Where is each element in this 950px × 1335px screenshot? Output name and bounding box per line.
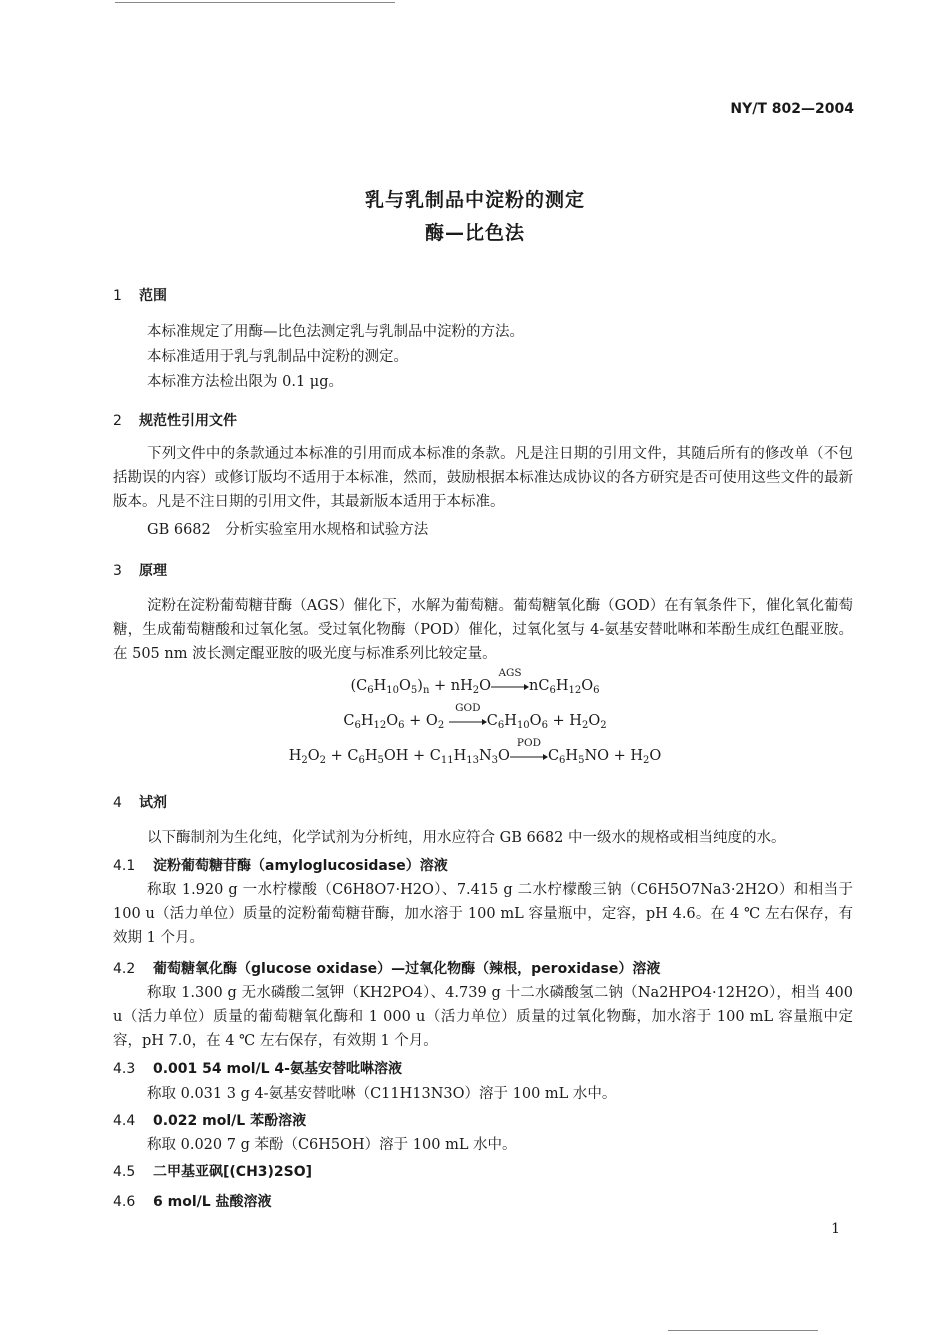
- document-title: 乳与乳制品中淀粉的测定: [364, 189, 585, 211]
- reference-entry: GB 6682 分析实验室用水规格和试验方法: [147, 522, 429, 538]
- paragraph: 下列文件中的条款通过本标准的引用而成本标准的条款。凡是注日期的引用文件，其随后所有的修改单（不包括勘误的内容）或修订版均不适用于本标准，然而，鼓励根据本标准达成协议的各方研究是否可使用这些文件的最新版本。凡是不注日期的引用文件，其最新版本适用于本标准。: [113, 446, 853, 510]
- page-number: 1: [831, 1221, 840, 1237]
- paragraph: 以下酶制剂为生化纯，化学试剂为分析纯，用水应符合 GB 6682 中一级水的规格或相当纯度的水。: [147, 830, 786, 846]
- scan-artifact: [115, 2, 395, 3]
- paragraph: 称取 1.300 g 无水磷酸二氢钾（KH2PO4）、4.739 g 十二水磷酸氢二钠（Na2HPO4·12H2O），相当 400 u（活力单位）质量的葡萄糖氧化酶和 1 000 u（活力单位）质量的过氧化物酶，加水溶于 100 mL 容量瓶中定容，pH 7.0，在 4 ℃ 左右保存，有效期 1 个月。: [113, 985, 853, 1049]
- paragraph: 称取 0.020 7 g 苯酚（C6H5OH）溶于 100 mL 水中。: [147, 1137, 517, 1153]
- equation-1: $(C_6H_{10}O_5)_n + nH_2O$ AGS $nC_6H_{12}O_6$: [350, 667, 600, 696]
- subsection-heading: 4.6 6 mol/L 盐酸溶液: [113, 1194, 272, 1210]
- paragraph: 淀粉在淀粉葡萄糖苷酶（AGS）催化下，水解为葡萄糖。葡萄糖氧化酶（GOD）在有氧条件下，催化氧化葡萄糖，生成葡萄糖酸和过氧化氢。受过氧化物酶（POD）催化，过氧化氢与 4-氨基安替吡啉和苯酚生成红色醌亚胺。在 505 nm 波长测定醌亚胺的吸光度与标准系列比较定量。: [113, 598, 853, 662]
- equation-3: $H_2O_2 + C_6H_5OH + C_{11}H_{13}N_3O$ POD $C_6H_5NO + H_2O$: [288, 737, 662, 766]
- scan-artifact: [668, 1330, 818, 1331]
- section-heading: 3 原理: [113, 563, 167, 579]
- subsection-heading: 4.4 0.022 mol/L 苯酚溶液: [113, 1113, 307, 1129]
- section-heading: 1 范围: [113, 288, 167, 304]
- section-heading: 2 规范性引用文件: [113, 413, 237, 429]
- paragraph: 本标准适用于乳与乳制品中淀粉的测定。: [147, 349, 408, 365]
- reaction-arrow: GOD: [449, 714, 487, 728]
- subsection-heading: 4.2 葡萄糖氧化酶（glucose oxidase）—过氧化物酶（辣根，peroxidase）溶液: [113, 961, 661, 977]
- reaction-arrow: POD: [510, 749, 548, 763]
- paragraph: 称取 0.031 3 g 4-氨基安替吡啉（C11H13N3O）溶于 100 mL 水中。: [147, 1086, 617, 1102]
- subsection-heading: 4.5 二甲基亚砜[(CH3)2SO]: [113, 1164, 313, 1180]
- standard-code: NY/T 802—2004: [730, 101, 854, 117]
- paragraph: 称取 1.920 g 一水柠檬酸（C6H8O7·H2O）、7.415 g 二水柠檬酸三钠（C6H5O7Na3·2H2O）和相当于 100 u（活力单位）质量的淀粉葡萄糖苷酶，加水溶于 100 mL 容量瓶中，定容，pH 4.6。在 4 ℃ 左右保存，有效期 1 个月。: [113, 882, 853, 946]
- equation-2: $C_6H_{12}O_6 + O_2$ GOD $C_6H_{10}O_6 + H_2O_2$: [343, 702, 607, 731]
- paragraph: 本标准方法检出限为 0.1 μg。: [147, 374, 343, 390]
- section-heading: 4 试剂: [113, 795, 167, 811]
- subsection-heading: 4.1 淀粉葡萄糖苷酶（amyloglucosidase）溶液: [113, 858, 448, 874]
- reaction-arrow: AGS: [491, 679, 529, 693]
- paragraph: 本标准规定了用酶—比色法测定乳与乳制品中淀粉的方法。: [147, 324, 524, 340]
- subsection-heading: 4.3 0.001 54 mol/L 4-氨基安替吡啉溶液: [113, 1061, 402, 1077]
- document-subtitle: 酶—比色法: [424, 222, 525, 244]
